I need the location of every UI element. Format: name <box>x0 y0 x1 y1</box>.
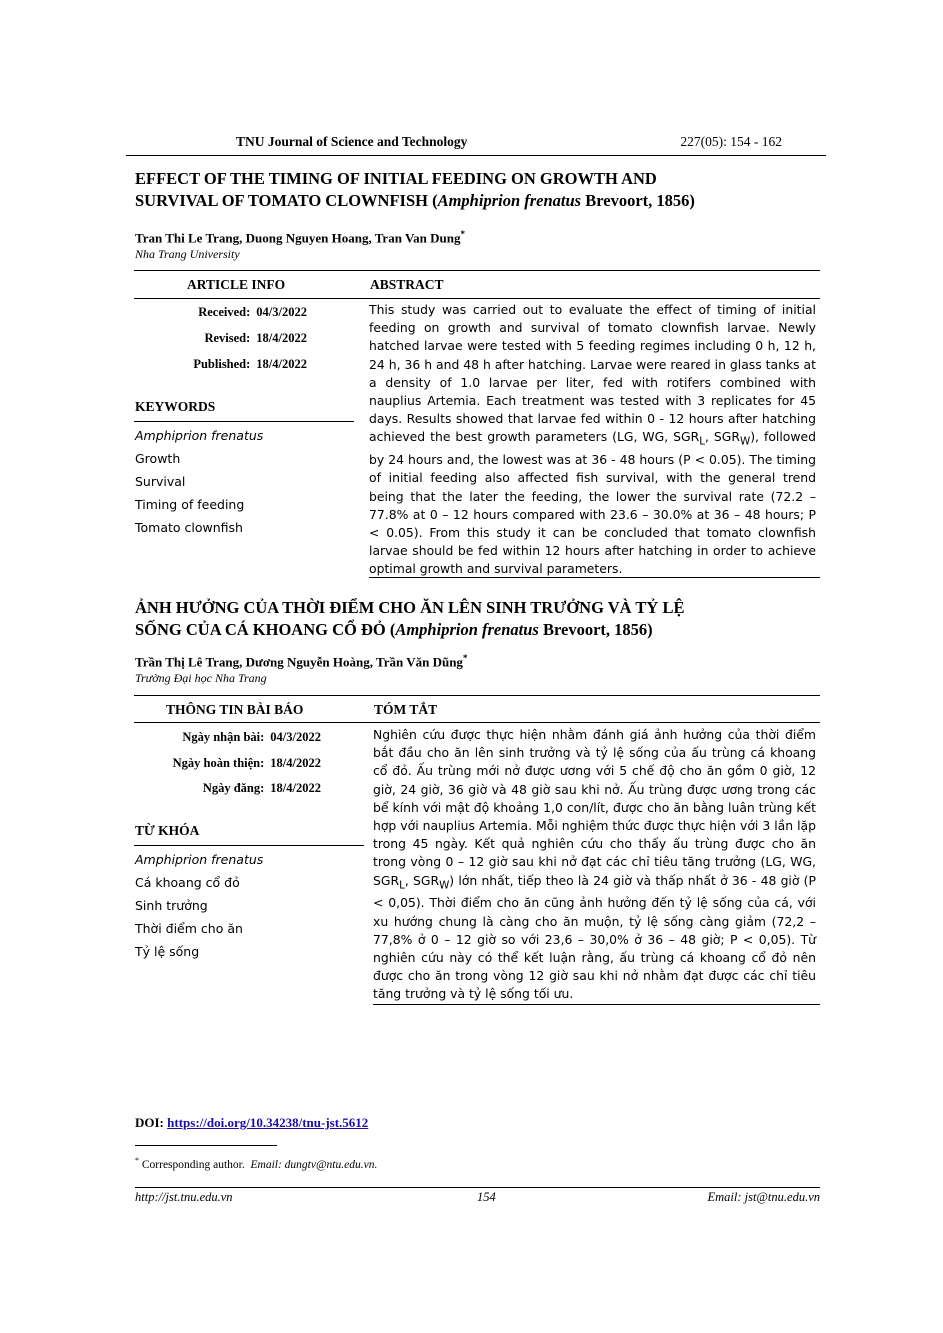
english-affiliation: Nha Trang University <box>135 247 240 261</box>
english-box-bottom-rule <box>369 577 820 578</box>
ngay-dang <box>203 781 321 796</box>
ngay-hoan-thien <box>173 756 321 771</box>
vietnamese-abstract <box>373 726 816 1004</box>
header-rule <box>126 155 826 156</box>
keyword-item: Tỷ lệ sống <box>135 944 200 959</box>
tu-khoa-heading: TỪ KHÓA <box>135 823 200 838</box>
keyword-item: Sinh trưởng <box>135 898 208 913</box>
footnote-rule <box>135 1145 277 1146</box>
vietnamese-abstract-part1: Nghiên cứu được thực hiện nhằm đánh giá ảnh hưởng của thời điểm bắt đầu cho ăn lên sinh trưởng và tỷ lệ sống của ấu trùng cá khoang cổ đỏ. Ấu trùng mới nở được ương với 5 chế độ cho ăn gồm 0 giờ, 12 giờ, 24 giờ, 36 giờ và 48 giờ sau khi nở. Ấu trùng được ương trong các bể kính với mật độ khoảng 1,0 con/lít, được cho ăn bằng luân trùng kết hợp với nauplius Artemia. Mỗi nghiệm thức được thực hiện với 3 lần lặp trong 45 ngày. Kết quả nghiên cứu cho thấy ấu trùng được cho ăn trong vòng 0 – 12 giờ sau khi nở đạt các chỉ tiêu tăng trưởng (LG, WG, SGR <box>373 727 816 888</box>
keywords-heading: KEYWORDS <box>135 399 216 414</box>
vietnamese-title-line2-pre: SỐNG CỦA CÁ KHOANG CỔ ĐỎ ( <box>135 620 396 639</box>
tu-khoa-list <box>135 850 263 965</box>
footer-email: Email: jst@tnu.edu.vn <box>707 1190 820 1204</box>
doi-link[interactable]: https://doi.org/10.34238/tnu-jst.5612 <box>167 1115 369 1130</box>
footnote-mark: * <box>135 1156 139 1165</box>
english-abstract-part1: This study was carried out to evaluate the effect of timing of initial feeding on growth and survival of tomato clownfish larvae. Newly hatched larvae were tested with 5 feeding regimes including 0 h, 12 h, 24 h, 36 h and 48 h after hatching. Larvae were reared in glass tanks at a density of 1.0 larvae per liter, fed with rotifers combined with nauplius Artemia. Each treatment was tested with 3 replicates for 45 days. Results showed that larvae fed within 0 - 12 hours after hatching achieved the best growth parameters (LG, WG, SGR <box>369 302 816 445</box>
doi-label: DOI: <box>135 1115 168 1130</box>
revised-value: 18/4/2022 <box>256 331 307 345</box>
keyword-item: Tomato clownfish <box>135 520 243 535</box>
revised-date <box>204 331 307 346</box>
vietnamese-box-top-rule <box>134 695 820 696</box>
english-title-species: Amphiprion frenatus <box>437 191 582 210</box>
vietnamese-abstract-part2: ) lớn nhất, tiếp theo là 24 giờ và thấp nhất ở 36 - 48 giờ (P < 0,05). Thời điểm cho ăn cũng ảnh hưởng đến tỷ lệ sống của cá, với xu hướng chung là càng cho ăn muộn, tỷ lệ sống càng giảm (72,2 – 77,8% ở 0 – 12 giờ so với 23,6 – 30,0% ở 36 – 48 giờ; P < 0,05). Từ nghiên cứu này có thể kết luận rằng, ấu trùng cá khoang cổ đỏ nên được cho ăn trong vòng 12 giờ sau khi nở nhằm đạt được các chỉ tiêu tăng trưởng và tỷ lệ sống tối ưu. <box>373 872 816 1002</box>
page-number: 154 <box>477 1190 496 1204</box>
published-label: Published: <box>193 357 251 371</box>
published-date <box>193 357 307 372</box>
vietnamese-box-bottom-rule <box>373 1004 820 1005</box>
keyword-item: Amphiprion frenatus <box>135 428 264 443</box>
vietnamese-sub-l: L <box>399 879 405 892</box>
english-title <box>135 168 825 212</box>
journal-issue: 227(05): 154 - 162 <box>680 134 782 149</box>
english-sub-w: W <box>740 435 751 448</box>
received-label: Received: <box>198 305 251 319</box>
english-abstract <box>369 301 816 579</box>
vietnamese-sub-w: W <box>439 879 450 892</box>
footnote <box>135 1156 377 1171</box>
footnote-email: dungtv@ntu.edu.vn. <box>284 1158 378 1171</box>
footer-rule <box>135 1187 820 1188</box>
english-author-names: Tran Thi Le Trang, Duong Nguyen Hoang, Tran Van Dung <box>135 230 461 246</box>
english-abstract-mid: , SGR <box>705 429 740 445</box>
keywords-rule <box>134 421 354 422</box>
keywords-list <box>135 426 263 541</box>
footer-website[interactable]: http://jst.tnu.edu.vn <box>135 1190 233 1204</box>
revised-label: Revised: <box>204 331 251 345</box>
vietnamese-author-names: Trần Thị Lê Trang, Dương Nguyễn Hoàng, Trần Văn Dũng <box>135 654 463 670</box>
english-title-line1: EFFECT OF THE TIMING OF INITIAL FEEDING ON GROWTH AND <box>135 169 657 188</box>
footnote-label: Corresponding author. <box>139 1158 245 1171</box>
vietnamese-title-line2-post: Brevoort, 1856) <box>538 620 653 639</box>
vietnamese-authors <box>135 653 467 670</box>
english-sub-l: L <box>699 435 705 448</box>
received-date <box>198 305 307 320</box>
ngay-hoan-thien-value: 18/4/2022 <box>270 756 321 770</box>
english-title-line2-post: Brevoort, 1856) <box>581 191 695 210</box>
page-footer <box>135 1190 820 1208</box>
received-value: 04/3/2022 <box>256 305 307 319</box>
vietnamese-box-header-rule <box>134 722 820 723</box>
ngay-nhan-bai-label: Ngày nhận bài: <box>182 730 265 744</box>
published-value: 18/4/2022 <box>256 357 307 371</box>
journal-name: TNU Journal of Science and Technology <box>236 134 468 149</box>
english-author-mark: * <box>460 229 465 239</box>
vietnamese-title-line1: ẢNH HƯỞNG CỦA THỜI ĐIỂM CHO ĂN LÊN SINH TRƯỞNG VÀ TỶ LỆ <box>135 598 685 617</box>
footnote-email-label: Email: <box>250 1158 285 1171</box>
thong-tin-heading: THÔNG TIN BÀI BÁO <box>166 702 304 717</box>
vietnamese-title <box>135 597 825 641</box>
journal-header <box>126 132 826 156</box>
ngay-nhan-bai-value: 04/3/2022 <box>270 730 321 744</box>
tom-tat-heading: TÓM TẮT <box>374 702 438 717</box>
ngay-nhan-bai <box>182 730 321 745</box>
keyword-item: Cá khoang cổ đỏ <box>135 875 240 890</box>
vietnamese-abstract-mid: , SGR <box>404 872 440 888</box>
keyword-item: Growth <box>135 451 181 466</box>
keyword-item: Timing of feeding <box>135 497 245 512</box>
english-box-top-rule <box>134 270 820 271</box>
ngay-dang-label: Ngày đăng: <box>202 781 265 795</box>
english-authors <box>135 229 465 246</box>
keyword-item: Amphiprion frenatus <box>135 852 264 867</box>
article-info-heading: ARTICLE INFO <box>187 277 286 292</box>
vietnamese-author-mark: * <box>462 653 468 663</box>
vietnamese-title-species: Amphiprion frenatus <box>395 620 539 639</box>
english-abstract-part2: ), followed by 24 hours and, the lowest was at 36 - 48 hours (P < 0.05). The timing of initial feeding also affected fish survival, with the general trend being that the later the feeding, the lower the survival rate (72.2 – 77.8% at 0 – 12 hours compared with 23.6 – 30.0% at 36 – 48 hours; P < 0.05). From this study it can be concluded that tomato clownfish larvae should be fed within 12 hours after hatching in order to achieve optimal growth and survival parameters. <box>369 429 816 577</box>
ngay-hoan-thien-label: Ngày hoàn thiện: <box>172 756 265 770</box>
keyword-item: Thời điểm cho ăn <box>135 921 243 936</box>
doi <box>135 1115 368 1131</box>
english-title-line2-pre: SURVIVAL OF TOMATO CLOWNFISH ( <box>135 191 438 210</box>
keyword-item: Survival <box>135 474 186 489</box>
ngay-dang-value: 18/4/2022 <box>270 781 321 795</box>
tu-khoa-rule <box>134 845 364 846</box>
vietnamese-affiliation: Trường Đại học Nha Trang <box>135 671 267 685</box>
abstract-heading: ABSTRACT <box>370 277 444 292</box>
english-box-header-rule <box>134 298 820 299</box>
